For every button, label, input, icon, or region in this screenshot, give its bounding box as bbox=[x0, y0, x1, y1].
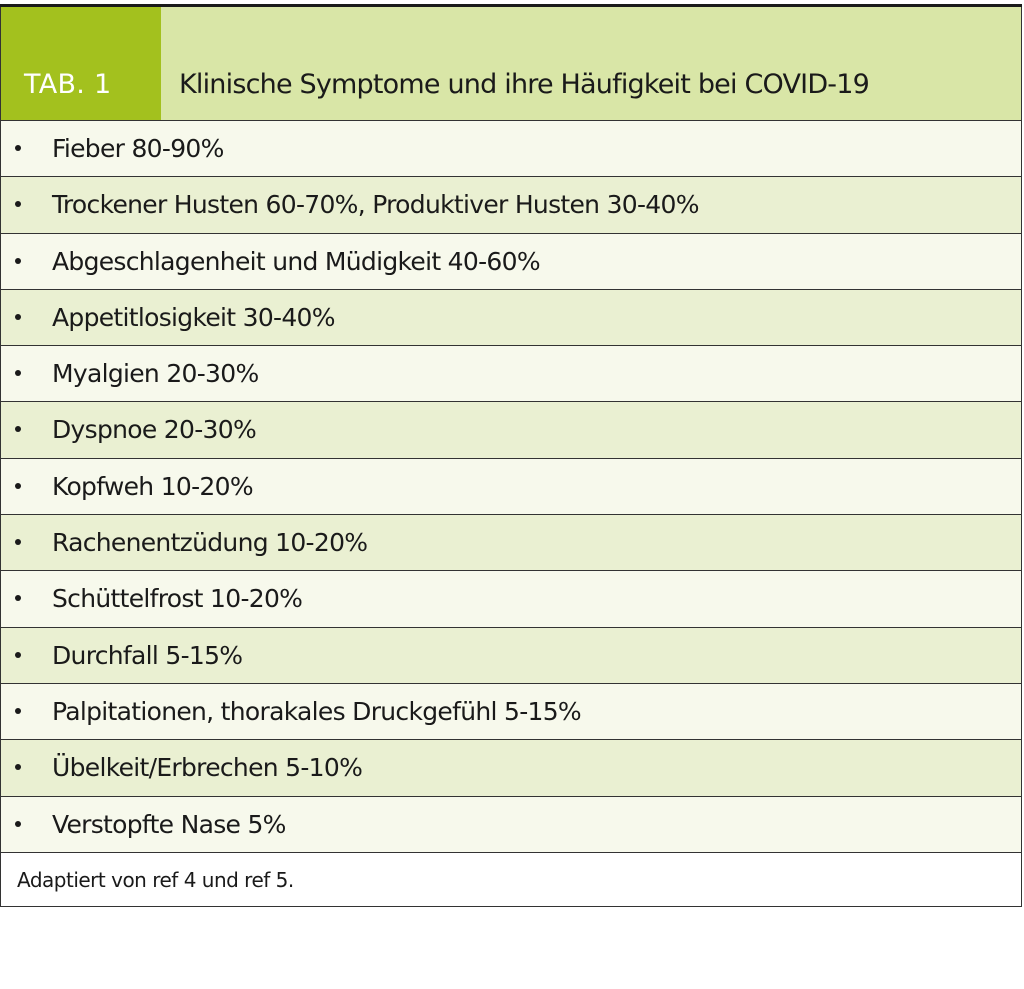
bullet-icon bbox=[15, 314, 21, 320]
table-row bbox=[0, 740, 1022, 796]
table-title: Klinische Symptome und ihre Häufigkeit bei COVID-19 bbox=[179, 69, 870, 100]
table-row bbox=[0, 402, 1022, 458]
table-header bbox=[0, 7, 1022, 121]
table-row bbox=[0, 628, 1022, 684]
bullet-icon bbox=[15, 370, 21, 376]
symptom-text: Dyspnoe 20-30% bbox=[52, 415, 257, 445]
source-note: Adaptiert von ref 4 und ref 5. bbox=[17, 867, 294, 892]
symptom-text: Durchfall 5-15% bbox=[52, 640, 243, 670]
symptom-text: Fieber 80-90% bbox=[52, 134, 224, 163]
table-row bbox=[0, 571, 1022, 627]
symptom-text: Palpitationen, thorakales Druckgefühl 5-15% bbox=[52, 696, 581, 726]
bullet-icon bbox=[15, 258, 21, 264]
symptom-text: Kopfweh 10-20% bbox=[52, 471, 253, 501]
table-row bbox=[0, 121, 1022, 177]
symptom-text: Appetitlosigkeit 30-40% bbox=[52, 302, 335, 332]
table-row bbox=[0, 797, 1022, 853]
bullet-icon bbox=[15, 708, 21, 714]
bullet-icon bbox=[15, 426, 21, 432]
table-row bbox=[0, 515, 1022, 571]
bullet-icon bbox=[15, 483, 21, 489]
bullet-icon bbox=[15, 764, 21, 770]
symptom-text: Übelkeit/Erbrechen 5-10% bbox=[52, 753, 363, 783]
table-footer bbox=[0, 853, 1022, 907]
symptom-text: Schüttelfrost 10-20% bbox=[52, 584, 303, 614]
table-row bbox=[0, 346, 1022, 402]
symptom-table bbox=[0, 4, 1022, 907]
table-number-tag: TAB. 1 bbox=[1, 7, 161, 120]
table-row bbox=[0, 234, 1022, 290]
symptom-text: Abgeschlagenheit und Müdigkeit 40-60% bbox=[52, 246, 540, 276]
table-row bbox=[0, 177, 1022, 233]
bullet-icon bbox=[15, 595, 21, 601]
table-row bbox=[0, 290, 1022, 346]
symptom-text: Trockener Husten 60-70%, Produktiver Husten 30-40% bbox=[52, 190, 699, 220]
table-row bbox=[0, 684, 1022, 740]
symptom-text: Verstopfte Nase 5% bbox=[52, 809, 286, 839]
bullet-icon bbox=[15, 201, 21, 207]
symptom-text: Rachenentzüdung 10-20% bbox=[52, 528, 368, 558]
symptom-text: Myalgien 20-30% bbox=[52, 359, 259, 389]
bullet-icon bbox=[15, 652, 21, 658]
table-row bbox=[0, 459, 1022, 515]
bullet-icon bbox=[15, 145, 21, 151]
bullet-icon bbox=[15, 539, 21, 545]
bullet-icon bbox=[15, 821, 21, 827]
